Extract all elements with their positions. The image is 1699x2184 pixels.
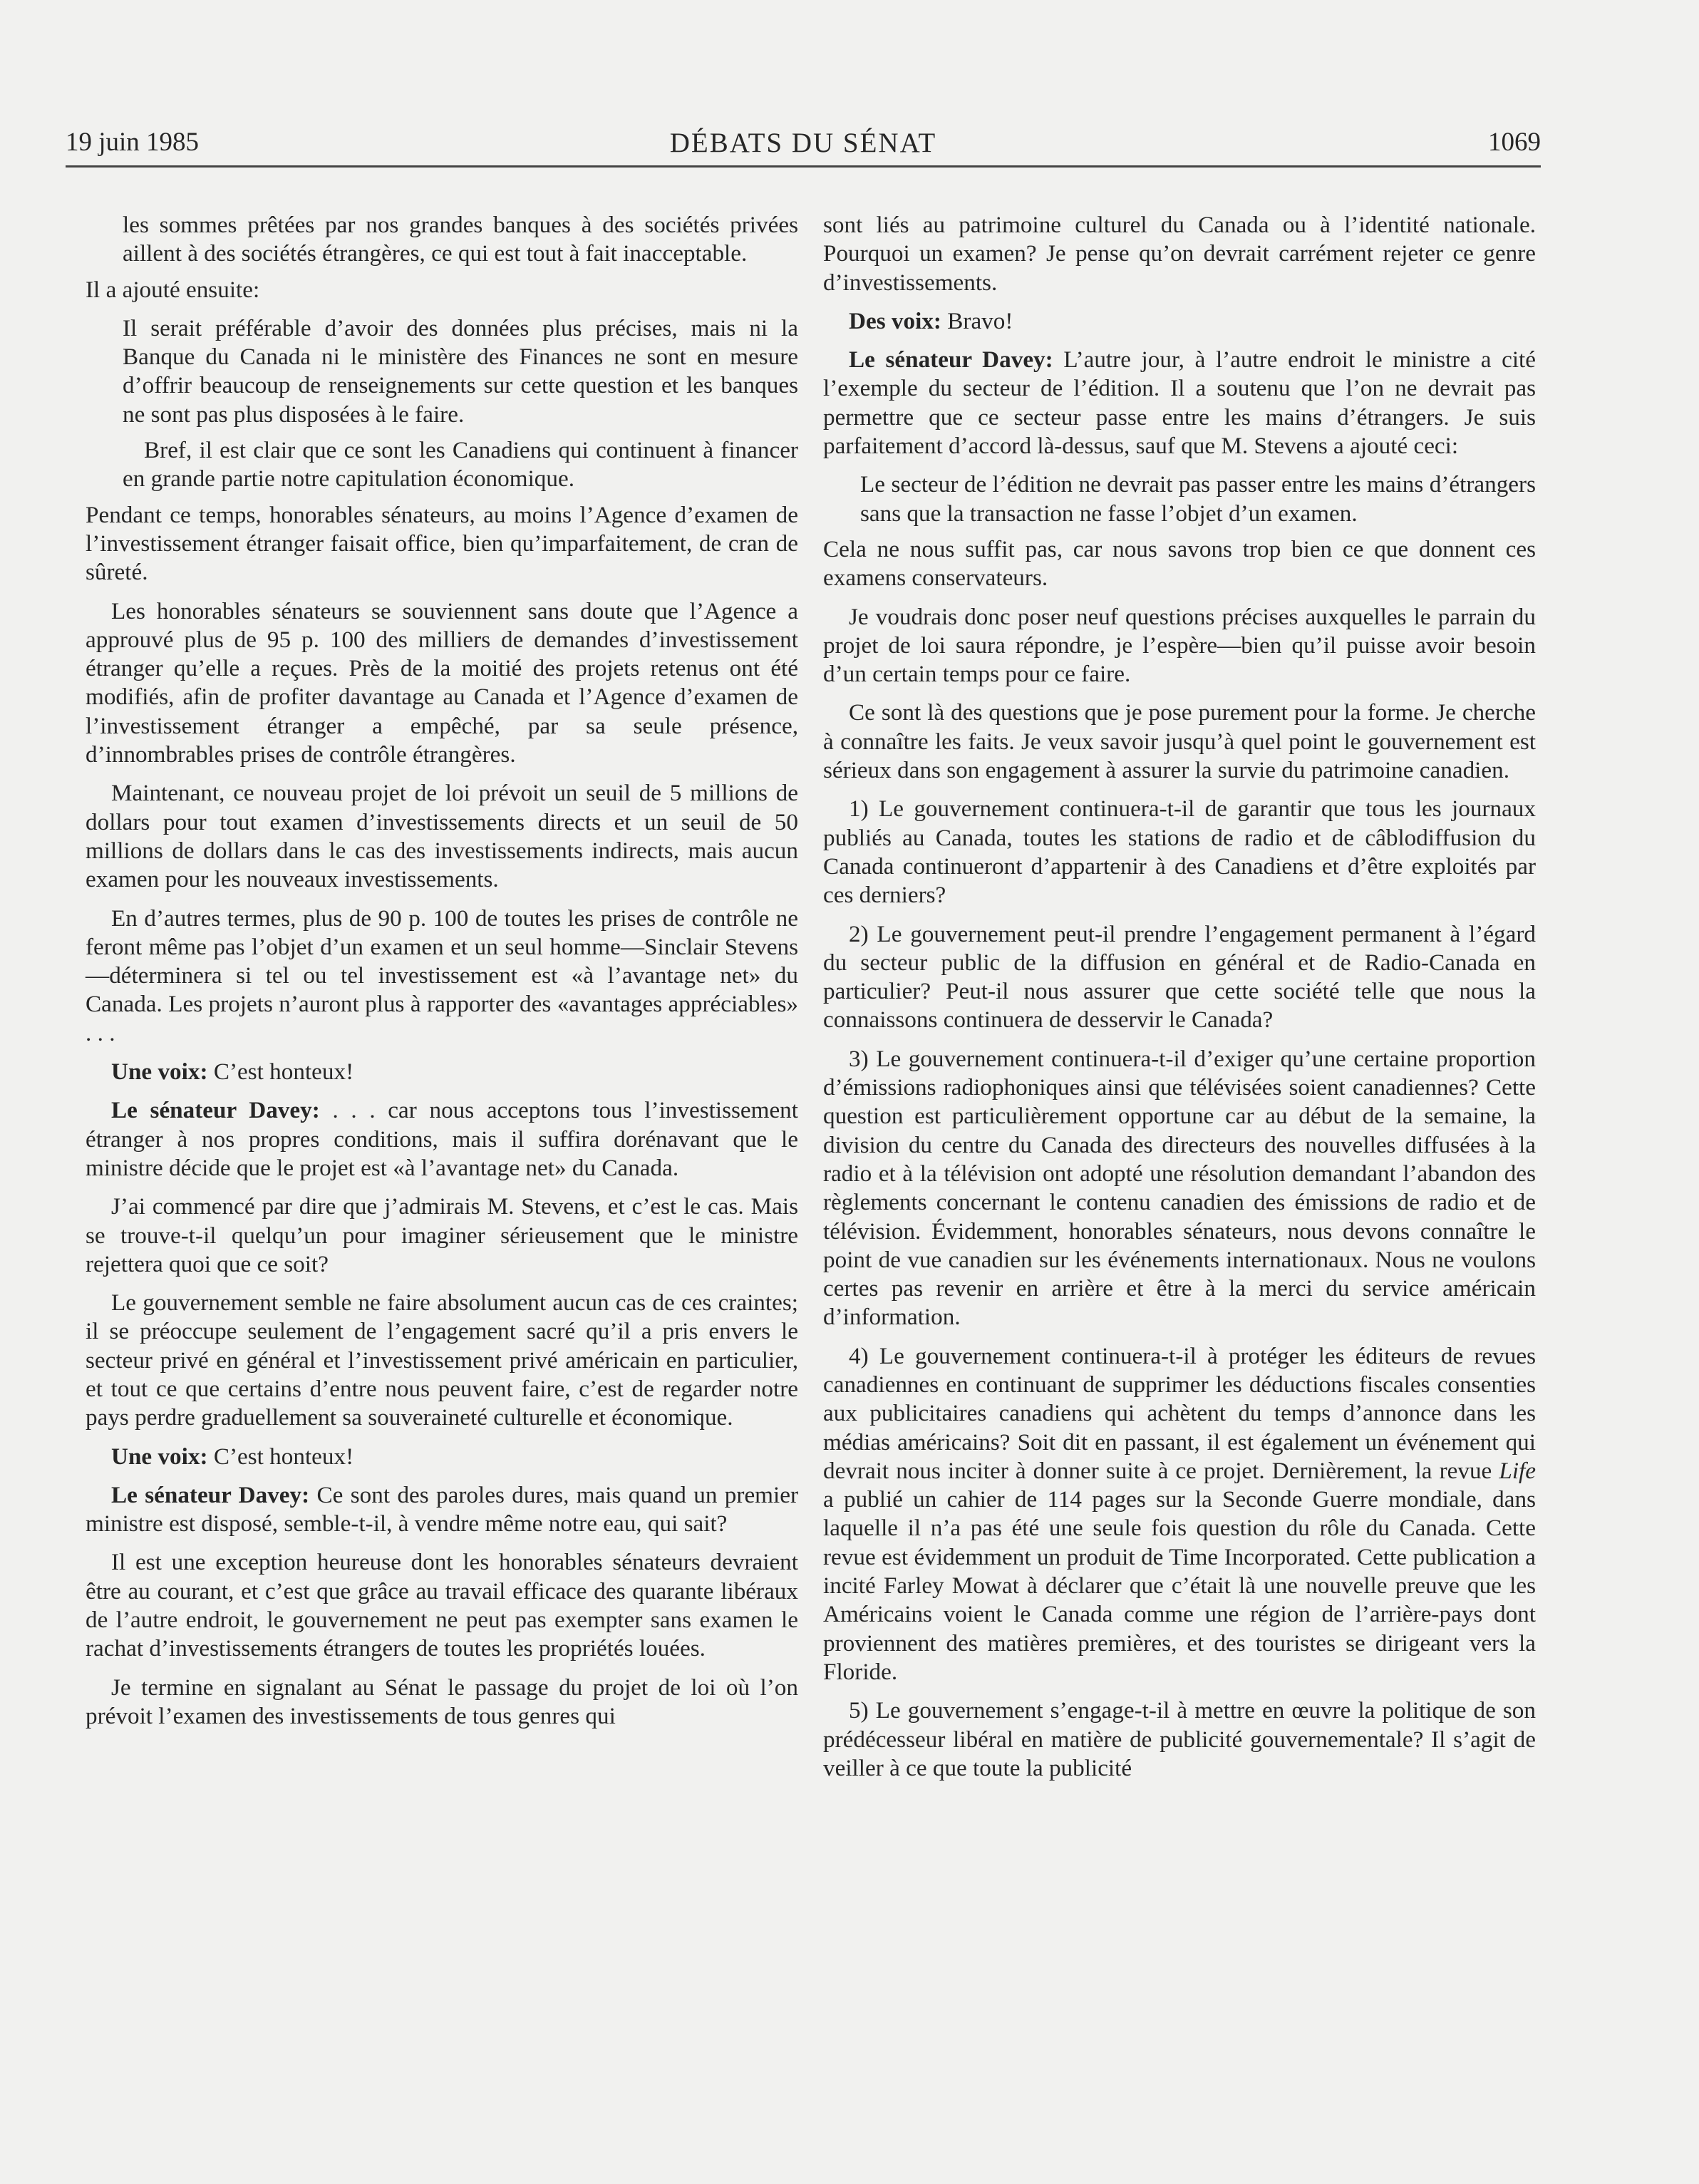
paragraph: Pendant ce temps, honorables sénateurs, au moins l’Agence d’examen de l’investissement étranger faisait office, bien qu’imparfaitement, de cran de sûreté. — [86, 501, 798, 586]
paragraph: J’ai commencé par dire que j’admirais M. Stevens, et c’est le cas. Mais se trouve-t-il quelqu’un pour imaginer sérieusement que le ministre rejettera quoi que ce soit? — [86, 1193, 798, 1277]
question-item: 3) Le gouvernement continuera-t-il d’exiger qu’une certaine proportion d’émissions radiophoniques ainsi que télévisées soient canadiennes? Cette question est particulièrement opportune car au début de la semaine, la division du centre du Canada des directeurs des nouvelles diffusées à la radio et à la télévision ont adopté une résolution demandant l’abandon des règlements concernant le contenu canadien des émissions de radio et de télévision. Évidemment, honorables sénateurs, nous devons connaître le point de vue canadien sur les événements internationaux. Nous ne voulons certes pas revenir en arrière et être à la merci du service américain d’information. — [823, 1045, 1536, 1331]
paragraph: Les honorables sénateurs se souviennent sans doute que l’Agence a approuvé plus de 95 p. 100 des milliers de demandes d’investissement étranger qu’elle a reçues. Près de la moitié des projets retenus ont été modifiés, afin de profiter davantage au Canada et l’Agence d’examen de l’investissement étranger a empêché, par sa seule présence, d’innombrables prises de contrôle étrangères. — [86, 597, 798, 768]
paragraph: Ce sont là des questions que je pose purement pour la forme. Je cherche à connaître les faits. Je veux savoir jusqu’à quel point le gouvernement est sérieux dans son engagement à assurer la survie du patrimoine canadien. — [823, 699, 1536, 784]
paragraph: En d’autres termes, plus de 90 p. 100 de toutes les prises de contrôle ne feront même pas l’objet d’un examen et un seul homme—Sinclair Stevens—déterminera si tel ou tel investissement est «à l’avantage net» du Canada. Les projets n’auront plus à rapporter des «avantages appréciables» . . . — [86, 905, 798, 1046]
question-text: 4) Le gouvernement continuera-t-il à protéger les éditeurs de revues canadiennes en continuant de supprimer les déductions fiscales consenties aux publicitaires canadiens qui achètent du temps d’annonce dans les médias américains? Soit dit en passant, il est également un événement qui devrait nous inciter à donner suite à ce projet. Dernièrement, la revue — [823, 1342, 1536, 1484]
speaker-name: Une voix: — [111, 1443, 208, 1470]
speaker-text: C’est honteux! — [207, 1443, 354, 1470]
paragraph: Je termine en signalant au Sénat le passage du projet de loi où l’on prévoit l’examen des investissements de tous genres qui — [86, 1674, 798, 1729]
question-item: 2) Le gouvernement peut-il prendre l’engagement permanent à l’égard du secteur public de la diffusion en général et de Radio-Canada en particulier? Peut-il nous assurer que cette société telle que nous la connaissons continuera de desservir le Canada? — [823, 920, 1536, 1034]
speaker-text: Ce sont des paroles dures, mais quand un premier ministre est disposé, semble-t-il, à vendre même notre eau, qui sait? — [86, 1481, 798, 1537]
speaker-name: Le sénateur Davey: — [111, 1481, 310, 1508]
speaker-name: Une voix: — [111, 1058, 208, 1086]
magazine-title: Life — [1499, 1457, 1536, 1484]
speaker-paragraph — [86, 1481, 798, 1539]
quote: Il serait préférable d’avoir des données plus précises, mais ni la Banque du Canada ni le ministère des Finances ne sont en mesure d’offrir beaucoup de renseignements sur cette question et les banques ne sont pas plus disposées à le faire. — [123, 314, 798, 428]
quote: Le secteur de l’édition ne devrait pas passer entre les mains d’étrangers sans que la transaction ne fasse l’objet d’un examen. — [860, 471, 1536, 527]
speaker-paragraph — [823, 307, 1536, 336]
paragraph: Je voudrais donc poser neuf questions précises auxquelles le parrain du projet de loi saura répondre, je l’espère—bien qu’il puisse avoir besoin d’un certain temps pour ce faire. — [823, 603, 1536, 688]
speaker-text: C’est honteux! — [207, 1058, 354, 1086]
quote: Bref, il est clair que ce sont les Canadiens qui continuent à financer en grande partie notre capitulation économique. — [123, 437, 798, 493]
header-date: 19 juin 1985 — [66, 128, 200, 157]
speaker-name: Le sénateur Davey: — [111, 1097, 320, 1124]
paragraph: Il a ajouté ensuite: — [86, 276, 260, 303]
right-column — [823, 211, 1536, 1793]
speaker-name: Des voix: — [849, 307, 941, 334]
paragraph: sont liés au patrimoine culturel du Canada ou à l’identité nationale. Pourquoi un examen? Je pense qu’on devrait carrément rejeter ce genre d’investissements. — [823, 212, 1536, 296]
speaker-paragraph — [86, 1096, 798, 1183]
left-column — [86, 211, 798, 1741]
page-header — [66, 121, 1541, 168]
speaker-paragraph — [86, 1058, 798, 1086]
question-text: a publié un cahier de 114 pages sur la Seconde Guerre mondiale, dans laquelle il n’a pas été une seule fois question du rôle du Canada. Cette revue est évidemment un produit de Time Incorporated. Cette publication a incité Farley Mowat à déclarer que c’était là une nouvelle preuve que les Américains voient le Canada comme une région de l’arrière-pays dont proviennent des matières premières, et des touristes se dirigeant vers la Floride. — [823, 1486, 1536, 1685]
paragraph: Cela ne nous suffit pas, car nous savons trop bien ce que donnent ces examens conservateurs. — [823, 535, 1536, 592]
quote-continuation: les sommes prêtées par nos grandes banques à des sociétés privées aillent à des sociétés étrangères, ce qui est tout à fait inacceptable. — [123, 212, 798, 267]
speaker-text: . . . car nous acceptons tous l’investissement étranger à nos propres conditions, mais il suffira dorénavant que le ministre décide que le projet est «à l’avantage net» du Canada. — [86, 1097, 798, 1181]
question-item — [823, 1342, 1536, 1687]
paragraph: Maintenant, ce nouveau projet de loi prévoit un seuil de 5 millions de dollars pour tout examen d’investissements directs et un seuil de 50 millions de dollars dans le cas des investissements indirects, mais aucun examen pour les nouveaux investissements. — [86, 780, 798, 893]
speaker-paragraph — [86, 1443, 798, 1471]
speaker-paragraph — [823, 346, 1536, 460]
speaker-text: L’autre jour, à l’autre endroit le ministre a cité l’exemple du secteur de l’édition. Il a soutenu que l’on ne devrait pas permettre que ce secteur passe entre les mains d’étrangers. Je suis parfaitement d’accord là-dessus, sauf que M. Stevens a ajouté ceci: — [823, 346, 1536, 460]
paragraph: Le gouvernement semble ne faire absolument aucun cas de ces craintes; il se préoccupe seulement de l’engagement sacré qu’il a pris envers le secteur privé en général et l’investissement privé américain en particulier, et tout ce que certains d’entre nous peuvent faire, c’est de regarder notre pays perdre graduellement sa souveraineté culturelle et économique. — [86, 1289, 798, 1431]
header-title: DÉBATS DU SÉNAT — [669, 128, 937, 158]
paragraph: Il est une exception heureuse dont les honorables sénateurs devraient être au courant, et c’est que grâce au travail efficace des quarante libéraux de l’autre endroit, le gouvernement ne peut pas exempter sans examen le rachat d’investissements étrangers de toutes les propriétés louées. — [86, 1549, 798, 1662]
speaker-name: Le sénateur Davey: — [849, 346, 1053, 374]
header-page-number: 1069 — [1488, 128, 1541, 157]
question-item: 1) Le gouvernement continuera-t-il de garantir que tous les journaux publiés au Canada, toutes les stations de radio et de câblodiffusion du Canada continueront d’appartenir à des Canadiens et d’être exploités par ces derniers? — [823, 795, 1536, 909]
speaker-text: Bravo! — [941, 307, 1013, 334]
question-item: 5) Le gouvernement s’engage-t-il à mettre en œuvre la politique de son prédécesseur libéral en matière de publicité gouvernementale? Il s’agit de veiller à ce que toute la publicité — [823, 1697, 1536, 1781]
